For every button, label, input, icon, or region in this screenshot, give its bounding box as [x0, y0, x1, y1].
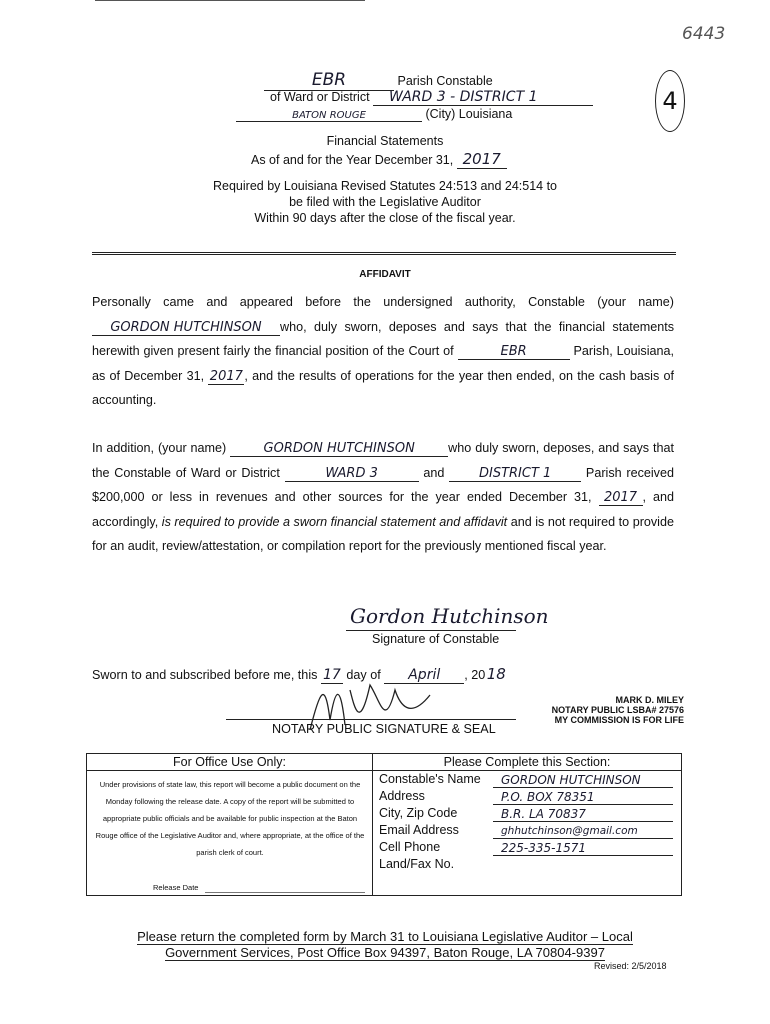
- parish-value: EBR: [264, 70, 394, 91]
- title-year-value: 2017: [457, 150, 507, 169]
- parish-line: [264, 70, 493, 91]
- title-line2: [251, 150, 507, 169]
- ward-value: WARD 3 - DISTRICT 1: [373, 89, 593, 106]
- sworn-text-b: day of: [346, 668, 381, 682]
- signature-line: [346, 630, 516, 631]
- parish-label: Parish Constable: [397, 74, 493, 88]
- circled-number: 4: [655, 70, 685, 132]
- seal-line1: MARK D. MILEY: [615, 695, 684, 705]
- p1-text-b: who, duly sworn, deposes and says that the financial statements herewith given present fairly the financial position of the Court of: [92, 319, 674, 358]
- city-line: [236, 107, 512, 122]
- signature-label: Signature of Constable: [372, 632, 500, 646]
- public-notice: Under provisions of state law, this report will become a public document on the Monday following the release date. A copy of the report will be submitted to appropriate public officials and be available for public inspection at the Baton Rouge office of the Legislative Auditor and, where appropriate, at the office of the parish clerk of court.: [95, 780, 365, 857]
- city-value: BATON ROUGE: [236, 110, 422, 122]
- p1-text-a: Personally came and appeared before the undersigned authority, Constable (your name): [92, 295, 674, 309]
- affidavit-paragraph-1: [92, 290, 674, 413]
- p1-text-c: Parish, Louisiana, as of December 31,: [92, 344, 675, 383]
- affidavit-title: AFFIDAVIT: [359, 269, 411, 280]
- title-year-label: As of and for the Year December 31,: [251, 153, 454, 167]
- sworn-text-a: Sworn to and subscribed before me, this: [92, 668, 318, 682]
- revised-date: Revised: 2/5/2018: [594, 961, 667, 971]
- release-date-line: [205, 892, 365, 893]
- requirement-line3: Within 90 days after the close of the fiscal year.: [254, 211, 516, 225]
- p2-ward: WARD 3: [285, 467, 419, 482]
- constable-signature: Gordon Hutchinson: [350, 604, 549, 628]
- sworn-day: 17: [321, 667, 343, 684]
- footer-line1: [0, 928, 770, 945]
- corner-number: 6443: [682, 24, 726, 44]
- p2-italic: is required to provide a sworn financial statement and affidavit: [161, 514, 508, 529]
- ward-label: of Ward or District: [270, 90, 370, 104]
- footer-line2: [0, 944, 770, 961]
- notary-seal: [520, 695, 684, 725]
- field-value-email[interactable]: ghhutchinson@gmail.com: [493, 824, 673, 839]
- field-label-address: Address: [379, 789, 425, 803]
- field-value-address[interactable]: P.O. BOX 78351: [493, 790, 673, 805]
- field-value-city-zip[interactable]: B.R. LA 70837: [493, 807, 673, 822]
- field-label-landfax: Land/Fax No.: [379, 857, 455, 871]
- field-label-name: Constable's Name: [379, 772, 481, 786]
- p2-text-a: In addition, (your name): [92, 441, 227, 455]
- field-value-cell[interactable]: 225-335-1571: [493, 841, 673, 856]
- sworn-month: April: [384, 667, 464, 684]
- seal-line3: MY COMMISSION IS FOR LIFE: [554, 715, 684, 725]
- p2-text-c: Parish received $200,000 or less in revenues and other sources for the year ended December 31,: [92, 465, 674, 504]
- field-label-city-zip: City, Zip Code: [379, 806, 458, 820]
- complete-section-column: [373, 754, 681, 895]
- p2-district: DISTRICT 1: [449, 467, 581, 482]
- office-use-header: For Office Use Only:: [87, 754, 372, 771]
- p2-name: GORDON HUTCHINSON: [230, 442, 448, 457]
- requirement-line1: Required by Louisiana Revised Statutes 24:513 and 24:514 to: [213, 179, 557, 193]
- notary-label: NOTARY PUBLIC SIGNATURE & SEAL: [272, 722, 496, 736]
- p2-year: 2017: [599, 491, 643, 506]
- p1-name: GORDON HUTCHINSON: [92, 321, 280, 336]
- section-divider: [92, 252, 676, 255]
- sworn-year: 18: [486, 665, 506, 683]
- release-date-label: Release Date: [153, 883, 199, 892]
- complete-section-header: Please Complete this Section:: [373, 754, 681, 771]
- ward-line: [270, 89, 593, 106]
- p2-text-e: and is not required to provide for an audit, review/attestation, or compilation report for the previously mentioned fiscal year.: [92, 514, 674, 553]
- footer-text1: Please return the completed form by March 31 to Louisiana Legislative Auditor – Local: [137, 929, 633, 944]
- sworn-text-c: , 20: [464, 668, 486, 682]
- office-box: [86, 753, 682, 896]
- title-line1: Financial Statements: [326, 134, 444, 148]
- affidavit-paragraph-2: [92, 436, 674, 559]
- field-label-cell: Cell Phone: [379, 840, 441, 854]
- seal-line2: NOTARY PUBLIC LSBA# 27576: [551, 705, 684, 715]
- top-rule: [95, 0, 365, 1]
- p2-text-b: who duly sworn, deposes, and says that the Constable of Ward or District: [92, 441, 674, 480]
- field-label-email: Email Address: [379, 823, 459, 837]
- p1-year: 2017: [209, 368, 243, 384]
- office-use-column: [87, 754, 373, 895]
- city-label: (City) Louisiana: [425, 107, 513, 121]
- field-value-name[interactable]: GORDON HUTCHINSON: [493, 773, 673, 788]
- notary-line: [226, 719, 516, 720]
- p1-text-d: , and the results of operations for the year then ended, on the cash basis of accounting.: [92, 368, 674, 407]
- p1-parish: EBR: [458, 345, 570, 360]
- p2-text-d: , and accordingly,: [92, 490, 675, 529]
- p2-and: and: [423, 465, 445, 480]
- footer-text2: Government Services, Post Office Box 94397, Baton Rouge, LA 70804-9397: [165, 945, 605, 960]
- requirement-line2: be filed with the Legislative Auditor: [289, 195, 481, 209]
